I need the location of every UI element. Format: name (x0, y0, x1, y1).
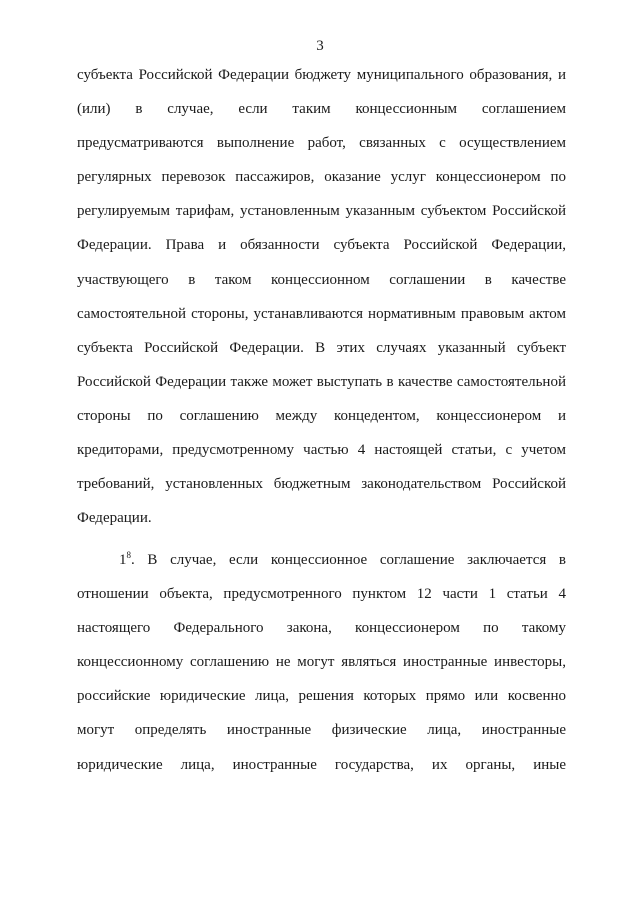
text-line: участвующего в таком концессионном соглашении в качестве (77, 271, 566, 288)
text-line: могут определять иностранные физические лица, иностранные (77, 722, 566, 739)
text-line: концессионному соглашению не могут являться иностранные инвесторы, (77, 654, 566, 671)
text-line: юридические лица, иностранные государства, их органы, иные (77, 756, 566, 773)
paragraph-first-line (77, 543, 566, 577)
paragraph-1 (77, 58, 566, 535)
text-line: кредиторами, предусмотренному частью 4 настоящей статьи, с учетом (77, 442, 566, 459)
text-line: настоящего Федерального закона, концессионером по такому (77, 620, 566, 637)
text-line: регулярных перевозок пассажиров, оказание услуг концессионером по (77, 169, 566, 186)
text-line: Российской Федерации также может выступать в качестве самостоятельной (77, 373, 566, 390)
text-line: регулируемым тарифам, установленным указанным субъектом Российской (77, 203, 566, 220)
text-line: (или) в случае, если таким концессионным соглашением (77, 101, 566, 118)
text-line: Федерации. (77, 510, 152, 527)
text-line: предусматриваются выполнение работ, связанных с осуществлением (77, 135, 566, 152)
text-line: субъекта Российской Федерации. В этих случаях указанный субъект (77, 339, 566, 356)
clause-superscript: 8 (126, 550, 131, 560)
paragraph-2 (77, 543, 566, 782)
clause-number: 1 (119, 552, 127, 568)
text-line: требований, установленных бюджетным законодательством Российской (77, 476, 566, 493)
text-line: стороны по соглашению между концедентом, концессионером и (77, 407, 566, 424)
text-line: субъекта Российской Федерации бюджету муниципального образования, и (77, 67, 566, 83)
text-line: отношении объекта, предусмотренного пунктом 12 части 1 статьи 4 (77, 586, 566, 603)
text-line: российские юридические лица, решения которых прямо или косвенно (77, 688, 566, 705)
page-number: 3 (316, 38, 324, 54)
text-line: самостоятельной стороны, устанавливаются нормативным правовым актом (77, 305, 566, 322)
text-line: Федерации. Права и обязанности субъекта Российской Федерации, (77, 237, 566, 254)
text-line: . В случае, если концессионное соглашение заключается в (131, 552, 566, 568)
